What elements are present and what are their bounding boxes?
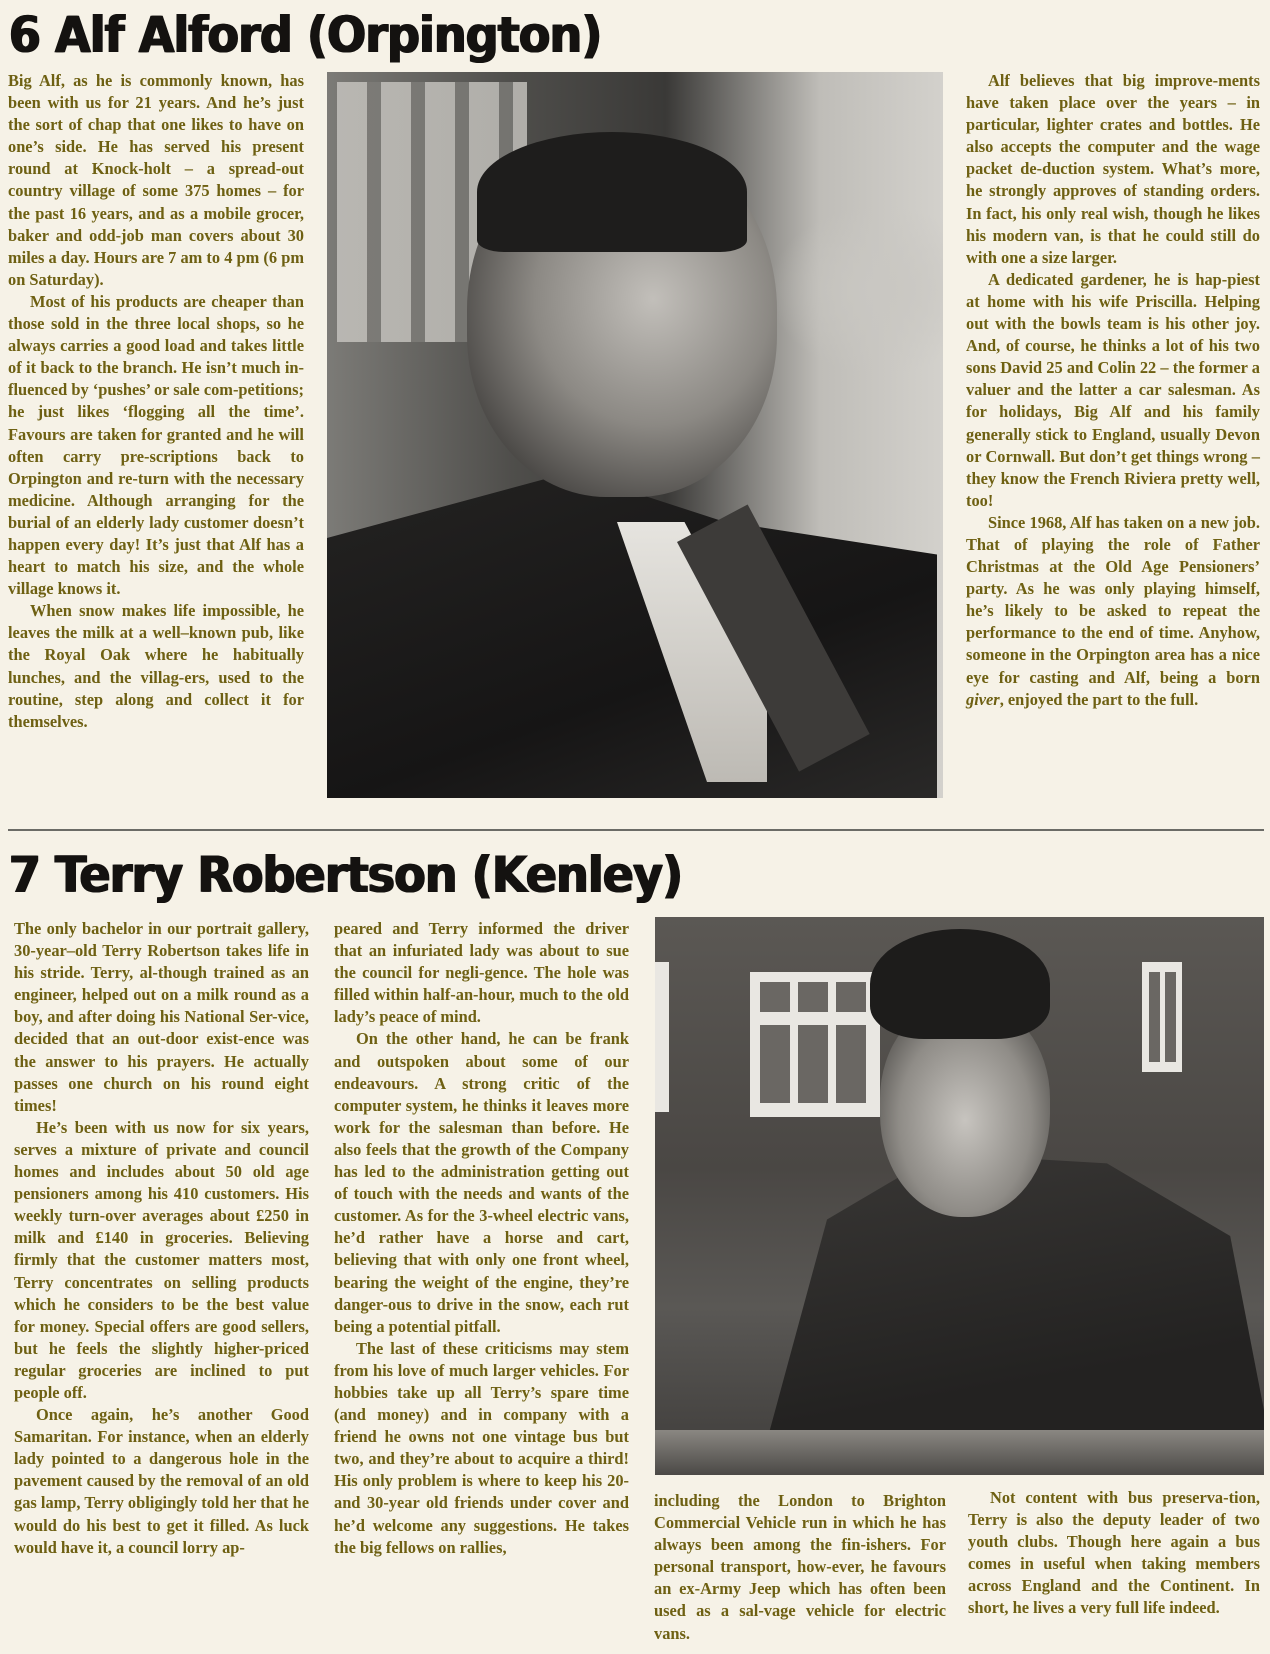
headline-terry-robertson: 7 Terry Robertson (Kenley) — [8, 846, 682, 904]
terry-column-1 — [14, 918, 309, 1559]
paragraph: He’s been with us now for six years, serves a mixture of private and council homes and includes about 50 old age pensioners among his 410 customers. His weekly turn-over averages about £250 in milk and £140 in groceries. Believing firmly that the customer matters most, Terry concentrates on selling products which he considers to be the best value for money. Special offers are good sellers, but he feels the slightly higher-priced regular groceries are inclined to put people off. — [14, 1117, 309, 1402]
alf-left-column — [8, 70, 304, 733]
paragraph: The only bachelor in our portrait gallery, 30-year–old Terry Robertson takes life in his stride. Terry, al-though trained as an engineer, helped out on a milk round as a boy, and after doing his National Ser-vice, decided that an out-door exist-ence was the answer to his prayers. He actually passes one church on his round eight times! — [14, 919, 309, 1115]
paragraph: A dedicated gardener, he is hap-piest at home with his wife Priscilla. Helping out with the bowls team is his other joy. And, of course, he thinks a lot of his two sons David 25 and Colin 22 – the former a valuer and the latter a car salesman. As for holidays, Big Alf and his family generally stick to England, usually Devon or Cornwall. But don’t get things wrong – they know the French Riviera pretty well, too! — [966, 269, 1260, 510]
paragraph: The last of these criticisms may stem from his love of much larger vehicles. For hobbies take up all Terry’s spare time (and money) and in company with a friend he owns not one vintage bus but two, and they’re about to acquire a third! His only problem is where to keep his 20- and 30-year old friends under cover and he’d welcome any suggestions. He takes the big fellows on rallies, — [334, 1338, 629, 1557]
terry-column-4 — [968, 1487, 1260, 1620]
paragraph: Once again, he’s another Good Samaritan. For instance, when an elderly lady pointed to a dangerous hole in the pavement caused by the removal of an old gas lamp, Terry obligingly told her that he would do his best to get it filled. As luck would have it, a council lorry ap- — [14, 1405, 309, 1557]
alf-alford-photo — [327, 72, 943, 798]
section-divider — [8, 829, 1264, 831]
paragraph: Since 1968, Alf has taken on a new job. That of playing the role of Father Christmas at the Old Age Pensioners’ party. As he was only playing himself, he’s likely to be asked to repeat the performance to the end of time. Anyhow, someone in the Orpington area has a nice eye for casting and Alf, being a born giver, enjoyed the part to the full. — [966, 512, 1260, 709]
paragraph: On the other hand, he can be frank and outspoken about some of our endeavours. A strong critic of the computer system, he thinks it leaves more work for the salesman than before. He also feels that the growth of the Company has led to the administration getting out of touch with the needs and wants of the customer. As for the 3-wheel electric vans, he’d rather have a horse and cart, believing that with only one front wheel, bearing the weight of the engine, they’re danger-ous to drive in the snow, each rut being a potential pitfall. — [334, 1029, 629, 1336]
paragraph: When snow makes life impossible, he leaves the milk at a well–known pub, like the Royal Oak where he habitually lunches, and the villag-ers, used to the routine, step along and collect it for themselves. — [8, 601, 304, 731]
terry-column-3 — [654, 1490, 946, 1645]
paragraph: including the London to Brighton Commercial Vehicle run in which he has always been among the fin-ishers. For personal transport, how-ever, he favours an ex-Army Jeep which has often been used as a sal-vage vehicle for electric vans. — [654, 1491, 946, 1643]
headline-alf-alford: 6 Alf Alford (Orpington) — [8, 6, 601, 64]
terry-robertson-photo — [655, 917, 1264, 1475]
paragraph: Most of his products are cheaper than those sold in the three local shops, so he always carries a good load and takes little of it back to the branch. He isn’t much in-fluenced by ‘pushes’ or sale com-petitions; he just likes ‘flogging all the time’. Favours are taken for granted and he will often carry pre-scriptions back to Orpington and re-turn with the necessary medicine. Although arranging for the burial of an elderly lady customer doesn’t happen every day! It’s just that Alf has a heart to match his size, and the whole village knows it. — [8, 291, 304, 599]
paragraph: Not content with bus preserva-tion, Terry is also the deputy leader of two youth clubs. Though here again a bus comes in useful when taking members across England and the Continent. In short, he lives a very full life indeed. — [968, 1488, 1260, 1618]
terry-column-2 — [334, 918, 629, 1559]
paragraph: Alf believes that big improve-ments have taken place over the years – in particular, lighter crates and bottles. He also accepts the computer and the wage packet de-duction system. What’s more, he strongly approves of standing orders. In fact, his only real wish, though he likes his modern van, is that he could still do with one a size larger. — [966, 71, 1260, 267]
paragraph: peared and Terry informed the driver that an infuriated lady was about to sue the council for negli-gence. The hole was filled within half-an-hour, much to the old lady’s peace of mind. — [334, 919, 629, 1027]
alf-right-column — [966, 70, 1260, 711]
paragraph: Big Alf, as he is commonly known, has been with us for 21 years. And he’s just the sort of chap that one likes to have on one’s side. He has served his present round at Knock-holt – a spread-out country village of some 375 homes – for the past 16 years, and as a mobile grocer, baker and odd-job man covers about 30 miles a day. Hours are 7 am to 4 pm (6 pm on Saturday). — [8, 71, 304, 289]
